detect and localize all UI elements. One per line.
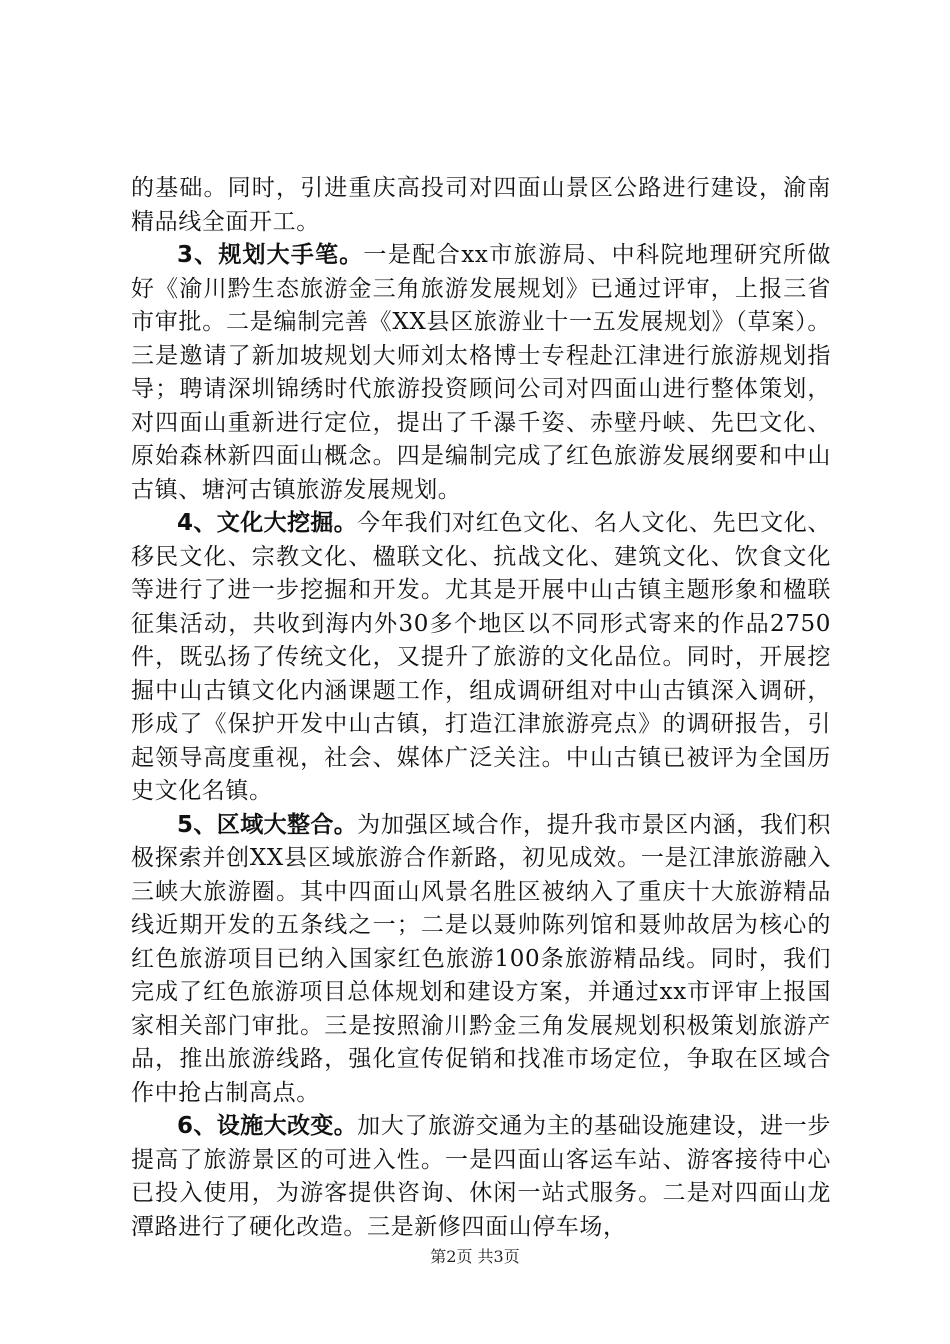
section-heading-facilities: 6、设施大改变。 xyxy=(177,1113,358,1139)
section-heading-culture: 4、文化大挖掘。 xyxy=(177,510,358,536)
document-body xyxy=(131,172,831,1244)
paragraph-text: 一是配合xx市旅游局、中科院地理研究所做好《渝川黔生态旅游金三角旅游发展规划》已通过评审，上报三省市审批。二是编制完善《XX县区旅游业十一五发展规划》（草案）。三是邀请了新加坡规划大师刘太格博士专程赴江津进行旅游规划指导；聘请深圳锦绣时代旅游投资顾问公司对四面山进行整体策划，对四面山重新进行定位，提出了千瀑千姿、赤壁丹峡、先巴文化、原始森林新四面山概念。四是编制完成了红色旅游发展纲要和中山古镇、塘河古镇旅游发展规划。 xyxy=(131,242,831,503)
section-heading-region: 5、区域大整合。 xyxy=(177,811,358,838)
paragraph-text: 为加强区域合作，提升我市景区内涵，我们积极探索并创XX县区域旅游合作新路，初见成效。一是江津旅游融入三峡大旅游圈。其中四面山风景名胜区被纳入了重庆十大旅游精品线近期开发的五条线之一；二是以聂帅陈列馆和聂帅故居为核心的红色旅游项目已纳入国家红色旅游100条旅游精品线。同时，我们完成了红色旅游项目总体规划和建设方案，并通过xx市评审上报国家相关部门审批。三是按照渝川黔金三角发展规划积极策划旅游产品，推出旅游线路，强化宣传促销和找准市场定位，争取在区域合作中抢占制高点。 xyxy=(131,811,831,1106)
paragraph-region xyxy=(131,809,831,1111)
paragraph-culture xyxy=(131,507,831,809)
paragraph-planning xyxy=(131,239,831,507)
section-heading-planning: 3、规划大手笔。 xyxy=(177,242,364,268)
paragraph-text: 加大了旅游交通为主的基础设施建设，进一步提高了旅游景区的可进入性。一是四面山客运车站、游客接待中心已投入使用，为游客提供咨询、休闲一站式服务。二是对四面山龙潭路进行了硬化改造。三是新修四面山停车场， xyxy=(131,1113,831,1240)
page-number-footer: 第2页 共3页 xyxy=(430,1247,520,1266)
paragraph-facilities xyxy=(131,1110,831,1244)
paragraph-text: 今年我们对红色文化、名人文化、先巴文化、移民文化、宗教文化、楹联文化、抗战文化、建筑文化、饮食文化等进行了进一步挖掘和开发。尤其是开展中山古镇主题形象和楹联征集活动，共收到海内外30多个地区以不同形式寄来的作品2750件，既弘扬了传统文化，又提升了旅游的文化品位。同时，开展挖掘中山古镇文化内涵课题工作，组成调研组对中山古镇深入调研，形成了《保护开发中山古镇，打造江津旅游亮点》的调研报告，引起领导高度重视，社会、媒体广泛关注。中山古镇已被评为全国历史文化名镇。 xyxy=(131,510,831,804)
paragraph-continuation xyxy=(131,172,831,239)
paragraph-text: 的基础。同时，引进重庆高投司对四面山景区公路进行建设，渝南精品线全面开工。 xyxy=(131,175,831,235)
